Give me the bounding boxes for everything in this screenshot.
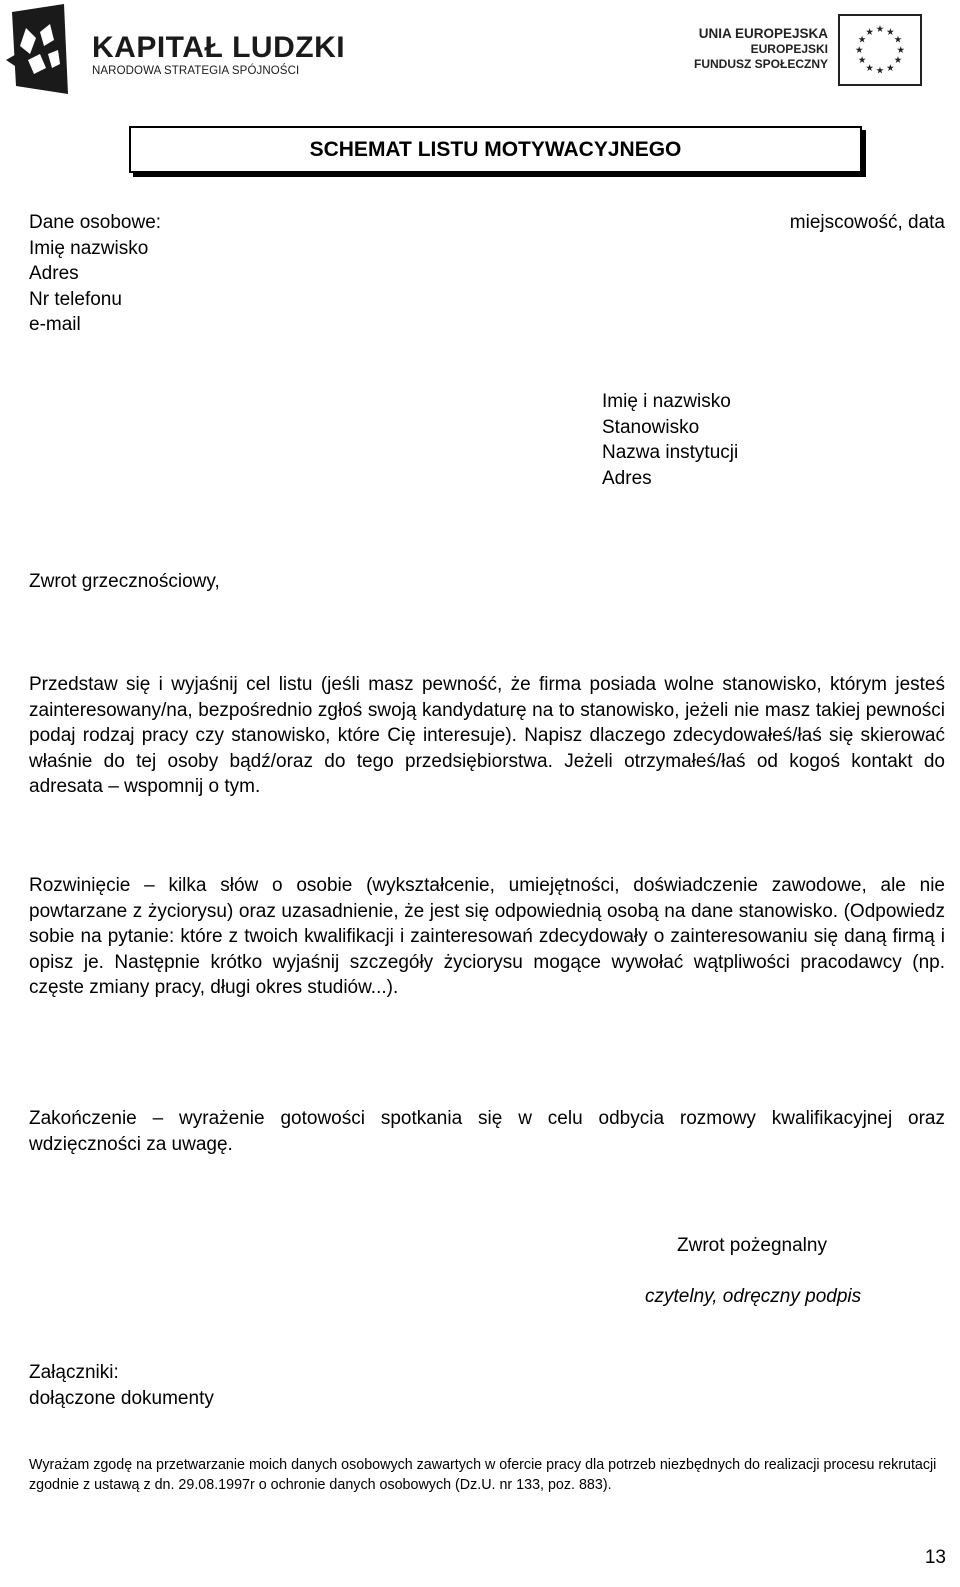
kapital-ludzki-logo: [6, 2, 346, 96]
eu-logo-line-1: UNIA EUROPEJSKA: [698, 26, 828, 41]
svg-text:★: ★: [896, 44, 906, 56]
title-box: [129, 126, 862, 173]
farewell: Zwrot pożegnalny: [677, 1235, 827, 1256]
sender-email: e-mail: [29, 314, 81, 336]
attachments-label: Załączniki:: [29, 1362, 119, 1383]
eu-logo-line-3: FUNDUSZ SPOŁECZNY: [693, 57, 828, 71]
attachments-list: dołączone dokumenty: [29, 1387, 214, 1409]
sender-address: Adres: [29, 263, 79, 285]
recipient-details: [602, 389, 738, 491]
svg-text:★: ★: [865, 62, 874, 74]
svg-text:★: ★: [865, 26, 874, 38]
kapital-ludzki-subtitle: NARODOWA STRATEGIA SPÓJNOŚCI: [92, 65, 300, 77]
body-paragraph: Rozwinięcie – kilka słów o osobie (wykształcenie, umiejętności, doświadczenie zawodowe, ale nie powtarzane z życiorysu) oraz uzasadnienie, że jest się odpowiednią osobą na dane stanowisko. (Odpowiedz sobie na pytanie: które z twoich kwalifikacji i zainteresowań zdecydowały o zainteresowaniu się daną firmą i opisz je. Następnie krótko wyjaśnij szczegóły życiorysu mogące wywołać wątpliwości pracodawcy (np. częste zmiany pracy, długi okres studiów...).: [29, 875, 945, 999]
eu-logo: [680, 12, 925, 88]
sender-name: Imię nazwisko: [29, 237, 149, 259]
page-number: 13: [924, 1547, 946, 1568]
recipient-position: Stanowisko: [602, 416, 700, 438]
document-title: SCHEMAT LISTU MOTYWACYJNEGO: [309, 138, 682, 161]
svg-text:★: ★: [886, 62, 895, 74]
salutation: Zwrot grzecznościowy,: [29, 571, 220, 592]
eu-wordmark: [680, 26, 828, 73]
svg-text:★: ★: [886, 26, 895, 38]
sender-phone: Nr telefonu: [29, 288, 122, 310]
recipient-address: Adres: [602, 467, 652, 489]
signature: czytelny, odręczny podpis: [645, 1286, 862, 1307]
attachments: [29, 1360, 949, 1411]
closing-paragraph: Zakończenie – wyrażenie gotowości spotkania się w celu odbycia rozmowy kwalifikacyjnej oraz wdzięczności za uwagę.: [29, 1108, 945, 1155]
sender-label: Dane osobowe:: [29, 212, 162, 233]
svg-text:★: ★: [857, 55, 867, 67]
svg-text:★: ★: [857, 34, 867, 46]
svg-text:★: ★: [893, 34, 903, 46]
eu-logo-line-2: EUROPEJSKI: [750, 41, 828, 56]
eu-flag-icon: [838, 14, 922, 86]
kapital-ludzki-wordmark: [92, 32, 345, 78]
svg-text:★: ★: [854, 44, 864, 56]
intro-paragraph: Przedstaw się i wyjaśnij cel listu (jeśli masz pewność, że firma posiada wolne stanowisko, którym jesteś zainteresowany/na, bezpośrednio zgłoś swoją kandydaturę na to stanowisko, jeżeli nie masz takiej pewności podaj rodzaj pracy czy stanowisko, które Cię interesuje). Napisz dlaczego zdecydowałeś/łaś się skierować właśnie do tej osoby bądź/oraz do tego przedsiębiorstwa. Jeżeli otrzymałeś/łaś od kogoś kontakt do adresata – wspomnij o tym.: [29, 674, 945, 798]
recipient-name: Imię i nazwisko: [602, 391, 731, 412]
svg-text:★: ★: [893, 55, 903, 67]
svg-text:★: ★: [875, 24, 885, 36]
data-consent-clause: Wyrażam zgodę na przetwarzanie moich danych osobowych zawartych w ofercie pracy dla potrzeb niezbędnych do realizacji procesu rekrutacji zgodnie z ustawą z dn. 29.08.1997r o ochronie danych osobowych (Dz.U. nr 133, poz. 883).: [29, 1457, 937, 1493]
kapital-ludzki-title: KAPITAŁ LUDZKI: [92, 31, 346, 64]
svg-text:★: ★: [875, 65, 885, 77]
place-and-date: miejscowość, data: [789, 212, 945, 233]
kapital-ludzki-emblem-icon: [6, 2, 72, 96]
recipient-institution: Nazwa instytucji: [602, 442, 739, 464]
